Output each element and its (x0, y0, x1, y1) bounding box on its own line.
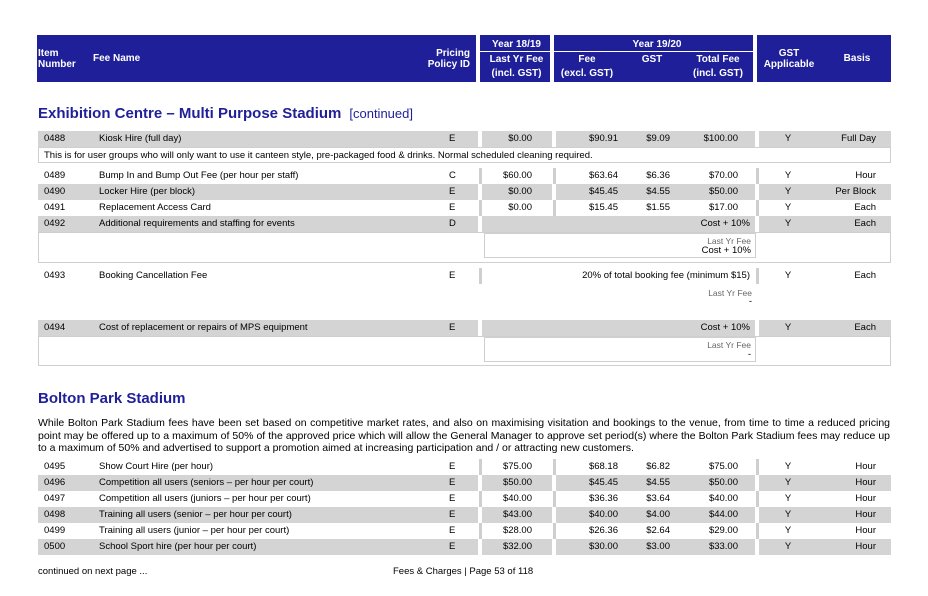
table-cell: D (449, 218, 456, 229)
table-cell: Competition all users (juniors – per hour per court) (99, 493, 311, 504)
table-cell: $9.09 (646, 133, 670, 144)
table-cell: $90.91 (588, 133, 618, 144)
last-year-box: Last Yr Fee - (484, 337, 756, 362)
table-cell: $43.00 (502, 509, 532, 520)
divider (479, 200, 482, 216)
table-cell: Replacement Access Card (99, 202, 211, 213)
divider (755, 184, 759, 200)
table-cell: $60.00 (502, 170, 532, 181)
table-cell: Y (784, 202, 792, 213)
divider (756, 168, 759, 184)
table-cell: 0493 (44, 270, 66, 281)
table-cell: Y (784, 509, 792, 520)
table-cell: Y (784, 461, 792, 472)
table-cell: Each (854, 322, 876, 333)
table-cell: E (449, 541, 456, 552)
table-cell: Y (784, 322, 792, 333)
header-fee: Fee (578, 54, 596, 65)
table-cell: Training all users (junior – per hour per court) (99, 525, 290, 536)
table-cell: E (449, 270, 456, 281)
table-cell: Y (784, 186, 792, 197)
divider (755, 507, 759, 523)
table-cell: $44.00 (708, 509, 738, 520)
table-cell: $15.45 (588, 202, 618, 213)
table-cell: Y (784, 170, 792, 181)
table-cell: $100.00 (703, 133, 738, 144)
table-cell: $30.00 (588, 541, 618, 552)
divider (478, 475, 482, 491)
table-cell: Locker Hire (per block) (99, 186, 196, 197)
divider (478, 539, 482, 555)
section-title-bolton-park: Bolton Park Stadium (38, 390, 186, 407)
table-row (38, 539, 891, 555)
table-cell: $33.00 (708, 541, 738, 552)
continued-label: [continued] (349, 106, 413, 121)
header-last-yr-fee: Last Yr Fee (489, 54, 544, 65)
table-cell: $29.00 (708, 525, 738, 536)
section-paragraph: While Bolton Park Stadium fees have been set based on competitive market rates, and also on maximising visitation and bookings to the venue, from time to time a reduced pricing point may be offered up to a maximum of 50% of the approved price which will allow the General Manager to approve set period(s) where the Bolton Park Stadium fees may reduce up to a maximum of 50% and advertised to support a promotion aimed at increasing participation and / or attracting new customers. (38, 417, 890, 454)
divider (476, 35, 480, 82)
divider (478, 320, 482, 336)
table-cell: Hour (855, 493, 876, 504)
divider (756, 491, 759, 507)
page-number: Fees & Charges | Page 53 of 118 (393, 566, 534, 577)
table-cell: E (449, 477, 456, 488)
header-year-1819: Year 18/19 (492, 39, 541, 50)
table-row (38, 475, 891, 491)
table-row (38, 131, 891, 147)
divider (755, 320, 759, 336)
table-cell: $40.00 (588, 509, 618, 520)
divider (756, 200, 759, 216)
table-cell: $63.64 (588, 170, 618, 181)
table-cell: Booking Cancellation Fee (99, 270, 208, 281)
divider (478, 507, 482, 523)
divider (480, 51, 552, 52)
table-cell: Full Day (841, 133, 876, 144)
row-note: This is for user groups who will only want to use it canteen style, pre-packaged food & drinks. Normal scheduled cleaning required. (38, 147, 891, 163)
section-title-exhibition-centre: Exhibition Centre – Multi Purpose Stadium [continued] (38, 105, 413, 122)
table-cell: Hour (855, 477, 876, 488)
table-cell: E (449, 509, 456, 520)
table-cell: $3.00 (646, 541, 670, 552)
table-cell: Competition all users (seniors – per hour per court) (99, 477, 314, 488)
table-row (38, 320, 891, 336)
table-row (38, 459, 891, 475)
table-cell: $6.82 (646, 461, 670, 472)
table-row (38, 268, 891, 284)
table-cell: Y (784, 525, 792, 536)
divider (479, 491, 482, 507)
header-gst-applicable: GST Applicable (763, 48, 815, 70)
divider (553, 491, 556, 507)
table-row (38, 523, 891, 539)
row-detail (38, 336, 891, 366)
table-cell: 0498 (44, 509, 66, 520)
table-cell: $4.00 (646, 509, 670, 520)
header-excl-gst: (excl. GST) (560, 68, 614, 79)
table-row (38, 168, 891, 184)
divider (479, 459, 482, 475)
table-cell: $50.00 (708, 186, 738, 197)
table-cell: C (449, 170, 456, 181)
divider (550, 35, 554, 82)
table-header (37, 35, 891, 82)
table-cell: Additional requirements and staffing for events (99, 218, 295, 229)
table-cell: $17.00 (708, 202, 738, 213)
row-detail (38, 232, 891, 263)
divider (553, 168, 556, 184)
divider (552, 539, 556, 555)
table-cell: Each (854, 202, 876, 213)
table-cell: Show Court Hire (per hour) (99, 461, 214, 472)
table-cell: $70.00 (708, 170, 738, 181)
table-cell: $2.64 (646, 525, 670, 536)
table-cell: $50.00 (502, 477, 532, 488)
table-row (38, 184, 891, 200)
table-cell: 0488 (44, 133, 66, 144)
table-cell: Per Block (835, 186, 876, 197)
header-incl-gst-2: (incl. GST) (693, 68, 743, 79)
table-cell: 0494 (44, 322, 66, 333)
divider (554, 51, 753, 52)
divider (552, 184, 556, 200)
table-cell: E (449, 322, 456, 333)
table-cell: Cost + 10% (700, 322, 750, 333)
table-cell: E (449, 133, 456, 144)
header-fee-name: Fee Name (93, 53, 141, 64)
header-gst: GST (641, 54, 663, 65)
divider (552, 131, 556, 147)
table-row (38, 507, 891, 523)
divider (755, 475, 759, 491)
table-cell: E (449, 493, 456, 504)
header-year-1920: Year 19/20 (632, 39, 682, 50)
divider (478, 216, 482, 232)
divider (552, 475, 556, 491)
divider (478, 184, 482, 200)
table-cell: Hour (855, 541, 876, 552)
table-cell: $3.64 (646, 493, 670, 504)
divider (552, 507, 556, 523)
table-cell: 0492 (44, 218, 66, 229)
divider (479, 268, 482, 284)
divider (756, 268, 759, 284)
table-cell: $4.55 (646, 186, 670, 197)
table-cell: $45.45 (588, 186, 618, 197)
divider (756, 459, 759, 475)
table-cell: $36.36 (588, 493, 618, 504)
table-cell: $50.00 (708, 477, 738, 488)
table-cell: $45.45 (588, 477, 618, 488)
table-cell: $0.00 (508, 202, 532, 213)
header-item-number: Item Number (38, 48, 76, 70)
table-row (38, 200, 891, 216)
table-cell: $75.00 (708, 461, 738, 472)
table-cell: $32.00 (502, 541, 532, 552)
header-basis: Basis (843, 53, 871, 64)
divider (479, 523, 482, 539)
table-cell: Y (784, 541, 792, 552)
table-cell: 20% of total booking fee (minimum $15) (582, 270, 750, 281)
divider (479, 168, 482, 184)
divider (756, 523, 759, 539)
table-cell: Each (854, 218, 876, 229)
table-cell: Each (854, 270, 876, 281)
divider (755, 539, 759, 555)
table-cell: Hour (855, 525, 876, 536)
divider (755, 216, 759, 232)
table-cell: 0489 (44, 170, 66, 181)
table-cell: Y (784, 218, 792, 229)
table-cell: 0496 (44, 477, 66, 488)
table-cell: E (449, 202, 456, 213)
last-year-box: Last Yr Fee - (708, 288, 752, 307)
table-cell: Training all users (senior – per hour per court) (99, 509, 292, 520)
table-cell: $0.00 (508, 133, 532, 144)
table-cell: E (449, 461, 456, 472)
divider (553, 523, 556, 539)
table-cell: Y (784, 477, 792, 488)
table-cell: $26.36 (588, 525, 618, 536)
table-cell: Kiosk Hire (full day) (99, 133, 182, 144)
table-cell: 0490 (44, 186, 66, 197)
header-total-fee: Total Fee (696, 54, 740, 65)
table-cell: $40.00 (708, 493, 738, 504)
header-pricing-policy: Pricing Policy ID (427, 48, 470, 70)
table-cell: Cost + 10% (700, 218, 750, 229)
table-row (38, 216, 891, 232)
table-cell: Hour (855, 509, 876, 520)
table-cell: 0499 (44, 525, 66, 536)
table-cell: Y (784, 493, 792, 504)
table-cell: E (449, 186, 456, 197)
table-cell: $4.55 (646, 477, 670, 488)
table-cell: Y (784, 270, 792, 281)
continued-note: continued on next page ... (38, 566, 148, 577)
last-year-box: Last Yr Fee Cost + 10% (484, 233, 756, 258)
table-cell: $6.36 (646, 170, 670, 181)
table-cell: $75.00 (502, 461, 532, 472)
divider (553, 200, 556, 216)
table-cell: $0.00 (508, 186, 532, 197)
divider (478, 131, 482, 147)
table-cell: 0497 (44, 493, 66, 504)
table-cell: 0495 (44, 461, 66, 472)
table-cell: $40.00 (502, 493, 532, 504)
table-cell: $1.55 (646, 202, 670, 213)
table-cell: E (449, 525, 456, 536)
table-cell: Y (784, 133, 792, 144)
table-cell: School Sport hire (per hour per court) (99, 541, 257, 552)
table-cell: Cost of replacement or repairs of MPS equipment (99, 322, 308, 333)
table-row (38, 491, 891, 507)
table-cell: 0500 (44, 541, 66, 552)
divider (755, 131, 759, 147)
table-cell: Bump In and Bump Out Fee (per hour per staff) (99, 170, 299, 181)
table-cell: $28.00 (502, 525, 532, 536)
header-incl-gst-1: (incl. GST) (491, 68, 542, 79)
table-cell: Hour (855, 170, 876, 181)
table-cell: Hour (855, 461, 876, 472)
table-cell: $68.18 (588, 461, 618, 472)
divider (553, 459, 556, 475)
table-cell: 0491 (44, 202, 66, 213)
